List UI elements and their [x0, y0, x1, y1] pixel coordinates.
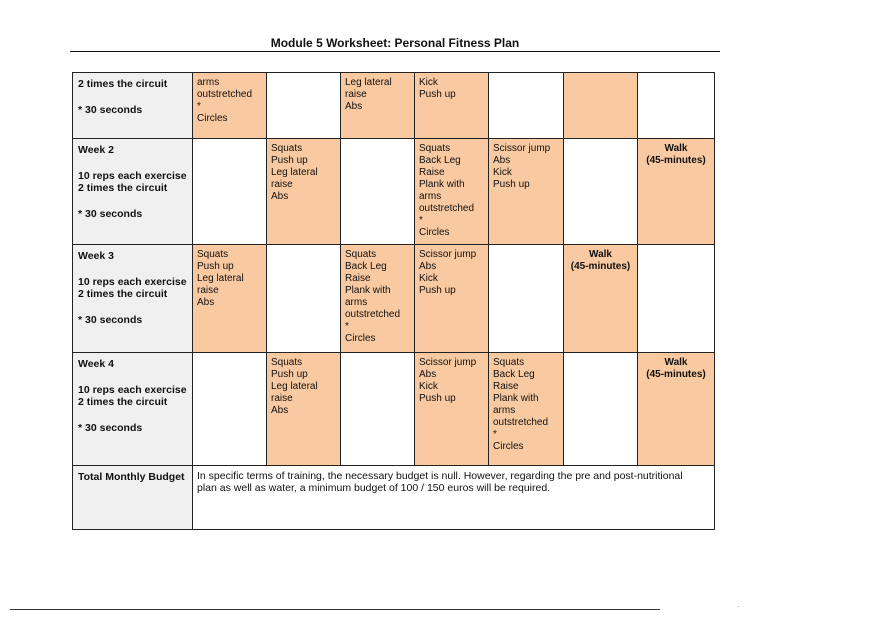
- exercise-item: Push up: [493, 179, 530, 190]
- table-row: [73, 73, 715, 139]
- walk-duration: (45-minutes): [646, 155, 706, 166]
- budget-label-cell: [73, 466, 193, 530]
- exercise-item: *: [493, 429, 497, 440]
- exercise-item: Scissor jump: [419, 249, 477, 260]
- exercise-item: Squats: [197, 249, 229, 260]
- exercise-item: Kick: [419, 273, 438, 284]
- table-row: [73, 139, 715, 245]
- exercise-item: Abs: [197, 297, 215, 308]
- empty-highlight-cell: [564, 73, 638, 139]
- exercise-cell: [267, 353, 341, 466]
- exercise-item: arms: [197, 77, 220, 88]
- exercise-item: outstretched: [345, 309, 401, 320]
- exercise-item: Back Leg: [419, 155, 461, 166]
- exercise-cell: [267, 139, 341, 245]
- exercise-item: arms: [419, 191, 442, 202]
- empty-cell: [267, 245, 341, 353]
- exercise-cell: [415, 139, 489, 245]
- exercise-item: *: [197, 101, 201, 112]
- circuit-label: 2 times the circuit: [78, 396, 168, 408]
- exercise-item: Plank with: [419, 179, 465, 190]
- reps-label: 10 reps each exercise: [78, 170, 187, 182]
- exercise-item: Kick: [419, 77, 438, 88]
- empty-cell: [564, 139, 638, 245]
- exercise-item: Circles: [493, 441, 524, 452]
- exercise-item: Leg lateral: [197, 273, 244, 284]
- page-title: Module 5 Worksheet: Personal Fitness Plan: [270, 36, 520, 50]
- exercise-item: Squats: [493, 357, 525, 368]
- exercise-item: Circles: [419, 227, 450, 238]
- exercise-cell: [193, 245, 267, 353]
- walk-cell: [638, 139, 715, 245]
- exercise-item: Raise: [345, 273, 371, 284]
- budget-label: Total Monthly Budget: [78, 471, 185, 483]
- exercise-item: Abs: [271, 191, 289, 202]
- exercise-cell: [489, 353, 564, 466]
- exercise-cell: [415, 245, 489, 353]
- exercise-item: Abs: [345, 101, 363, 112]
- exercise-item: Push up: [419, 89, 456, 100]
- walk-title: Walk: [589, 249, 612, 260]
- exercise-item: Kick: [493, 167, 512, 178]
- exercise-item: Leg lateral: [345, 77, 392, 88]
- walk-cell: [638, 353, 715, 466]
- exercise-item: Plank with: [345, 285, 391, 296]
- seconds-label: * 30 seconds: [78, 104, 143, 116]
- reps-label: 10 reps each exercise: [78, 384, 187, 396]
- empty-cell: [193, 353, 267, 466]
- budget-line-2: plan as well as water, a minimum budget of 100 / 150 euros will be required.: [197, 482, 551, 494]
- exercise-item: Leg lateral: [271, 381, 318, 392]
- empty-cell: [638, 245, 715, 353]
- empty-cell: [341, 353, 415, 466]
- exercise-item: Squats: [271, 143, 303, 154]
- exercise-item: outstretched: [419, 203, 475, 214]
- table-row: [73, 353, 715, 466]
- row-label-cell: [73, 245, 193, 353]
- exercise-item: Abs: [419, 369, 437, 380]
- walk-duration: (45-minutes): [570, 261, 631, 272]
- exercise-item: Push up: [419, 393, 456, 404]
- exercise-cell: [415, 353, 489, 466]
- exercise-item: Squats: [345, 249, 377, 260]
- walk-title: Walk: [664, 143, 688, 154]
- seconds-label: * 30 seconds: [78, 208, 143, 220]
- circuit-label: 2 times the circuit: [78, 78, 168, 90]
- exercise-item: Raise: [419, 167, 445, 178]
- circuit-label: 2 times the circuit: [78, 288, 168, 300]
- seconds-label: * 30 seconds: [78, 422, 143, 434]
- exercise-item: outstretched: [493, 417, 549, 428]
- walk-duration: (45-minutes): [646, 369, 706, 380]
- exercise-cell: [415, 73, 489, 139]
- exercise-item: raise: [197, 285, 219, 296]
- budget-text-cell: [193, 466, 715, 530]
- exercise-item: Kick: [419, 381, 438, 392]
- exercise-item: raise: [345, 89, 367, 100]
- title-underline: [70, 51, 720, 52]
- exercise-item: Back Leg: [493, 369, 535, 380]
- exercise-cell: [489, 139, 564, 245]
- week-label: Week 2: [78, 144, 114, 156]
- exercise-cell: [193, 73, 267, 139]
- exercise-item: outstretched: [197, 89, 253, 100]
- empty-cell: [489, 73, 564, 139]
- exercise-item: Back Leg: [345, 261, 387, 272]
- exercise-item: raise: [271, 393, 293, 404]
- walk-title: Walk: [664, 357, 688, 368]
- exercise-item: Leg lateral: [271, 167, 318, 178]
- exercise-item: raise: [271, 179, 293, 190]
- footer-rule: [10, 609, 660, 610]
- table-row: [73, 245, 715, 353]
- exercise-item: Abs: [419, 261, 437, 272]
- reps-label: 10 reps each exercise: [78, 276, 187, 288]
- empty-cell: [638, 73, 715, 139]
- exercise-item: Abs: [271, 405, 289, 416]
- empty-cell: [267, 73, 341, 139]
- fitness-plan-table: [72, 72, 715, 530]
- exercise-item: *: [419, 215, 423, 226]
- exercise-item: Circles: [197, 113, 228, 124]
- budget-row: [73, 466, 715, 530]
- walk-cell: [564, 245, 638, 353]
- empty-cell: [564, 353, 638, 466]
- empty-cell: [193, 139, 267, 245]
- circuit-label: 2 times the circuit: [78, 182, 168, 194]
- exercise-item: Push up: [197, 261, 234, 272]
- exercise-item: Scissor jump: [493, 143, 551, 154]
- exercise-item: Squats: [271, 357, 303, 368]
- exercise-item: arms: [345, 297, 368, 308]
- exercise-cell: [341, 73, 415, 139]
- footer-mark: [738, 606, 739, 607]
- exercise-item: arms: [493, 405, 516, 416]
- empty-cell: [489, 245, 564, 353]
- exercise-item: Squats: [419, 143, 451, 154]
- exercise-item: Scissor jump: [419, 357, 477, 368]
- row-label-cell: [73, 139, 193, 245]
- row-label-cell: [73, 73, 193, 139]
- exercise-item: Push up: [271, 155, 308, 166]
- seconds-label: * 30 seconds: [78, 314, 143, 326]
- week-label: Week 3: [78, 250, 114, 262]
- exercise-item: *: [345, 321, 349, 332]
- row-label-cell: [73, 353, 193, 466]
- exercise-item: Raise: [493, 381, 519, 392]
- exercise-item: Plank with: [493, 393, 539, 404]
- exercise-cell: [341, 245, 415, 353]
- exercise-item: Abs: [493, 155, 511, 166]
- budget-line-1: In specific terms of training, the necessary budget is null. However, regarding the pre and post-nutritional: [197, 470, 683, 482]
- exercise-item: Push up: [271, 369, 308, 380]
- week-label: Week 4: [78, 358, 114, 370]
- exercise-item: Push up: [419, 285, 456, 296]
- empty-cell: [341, 139, 415, 245]
- exercise-item: Circles: [345, 333, 376, 344]
